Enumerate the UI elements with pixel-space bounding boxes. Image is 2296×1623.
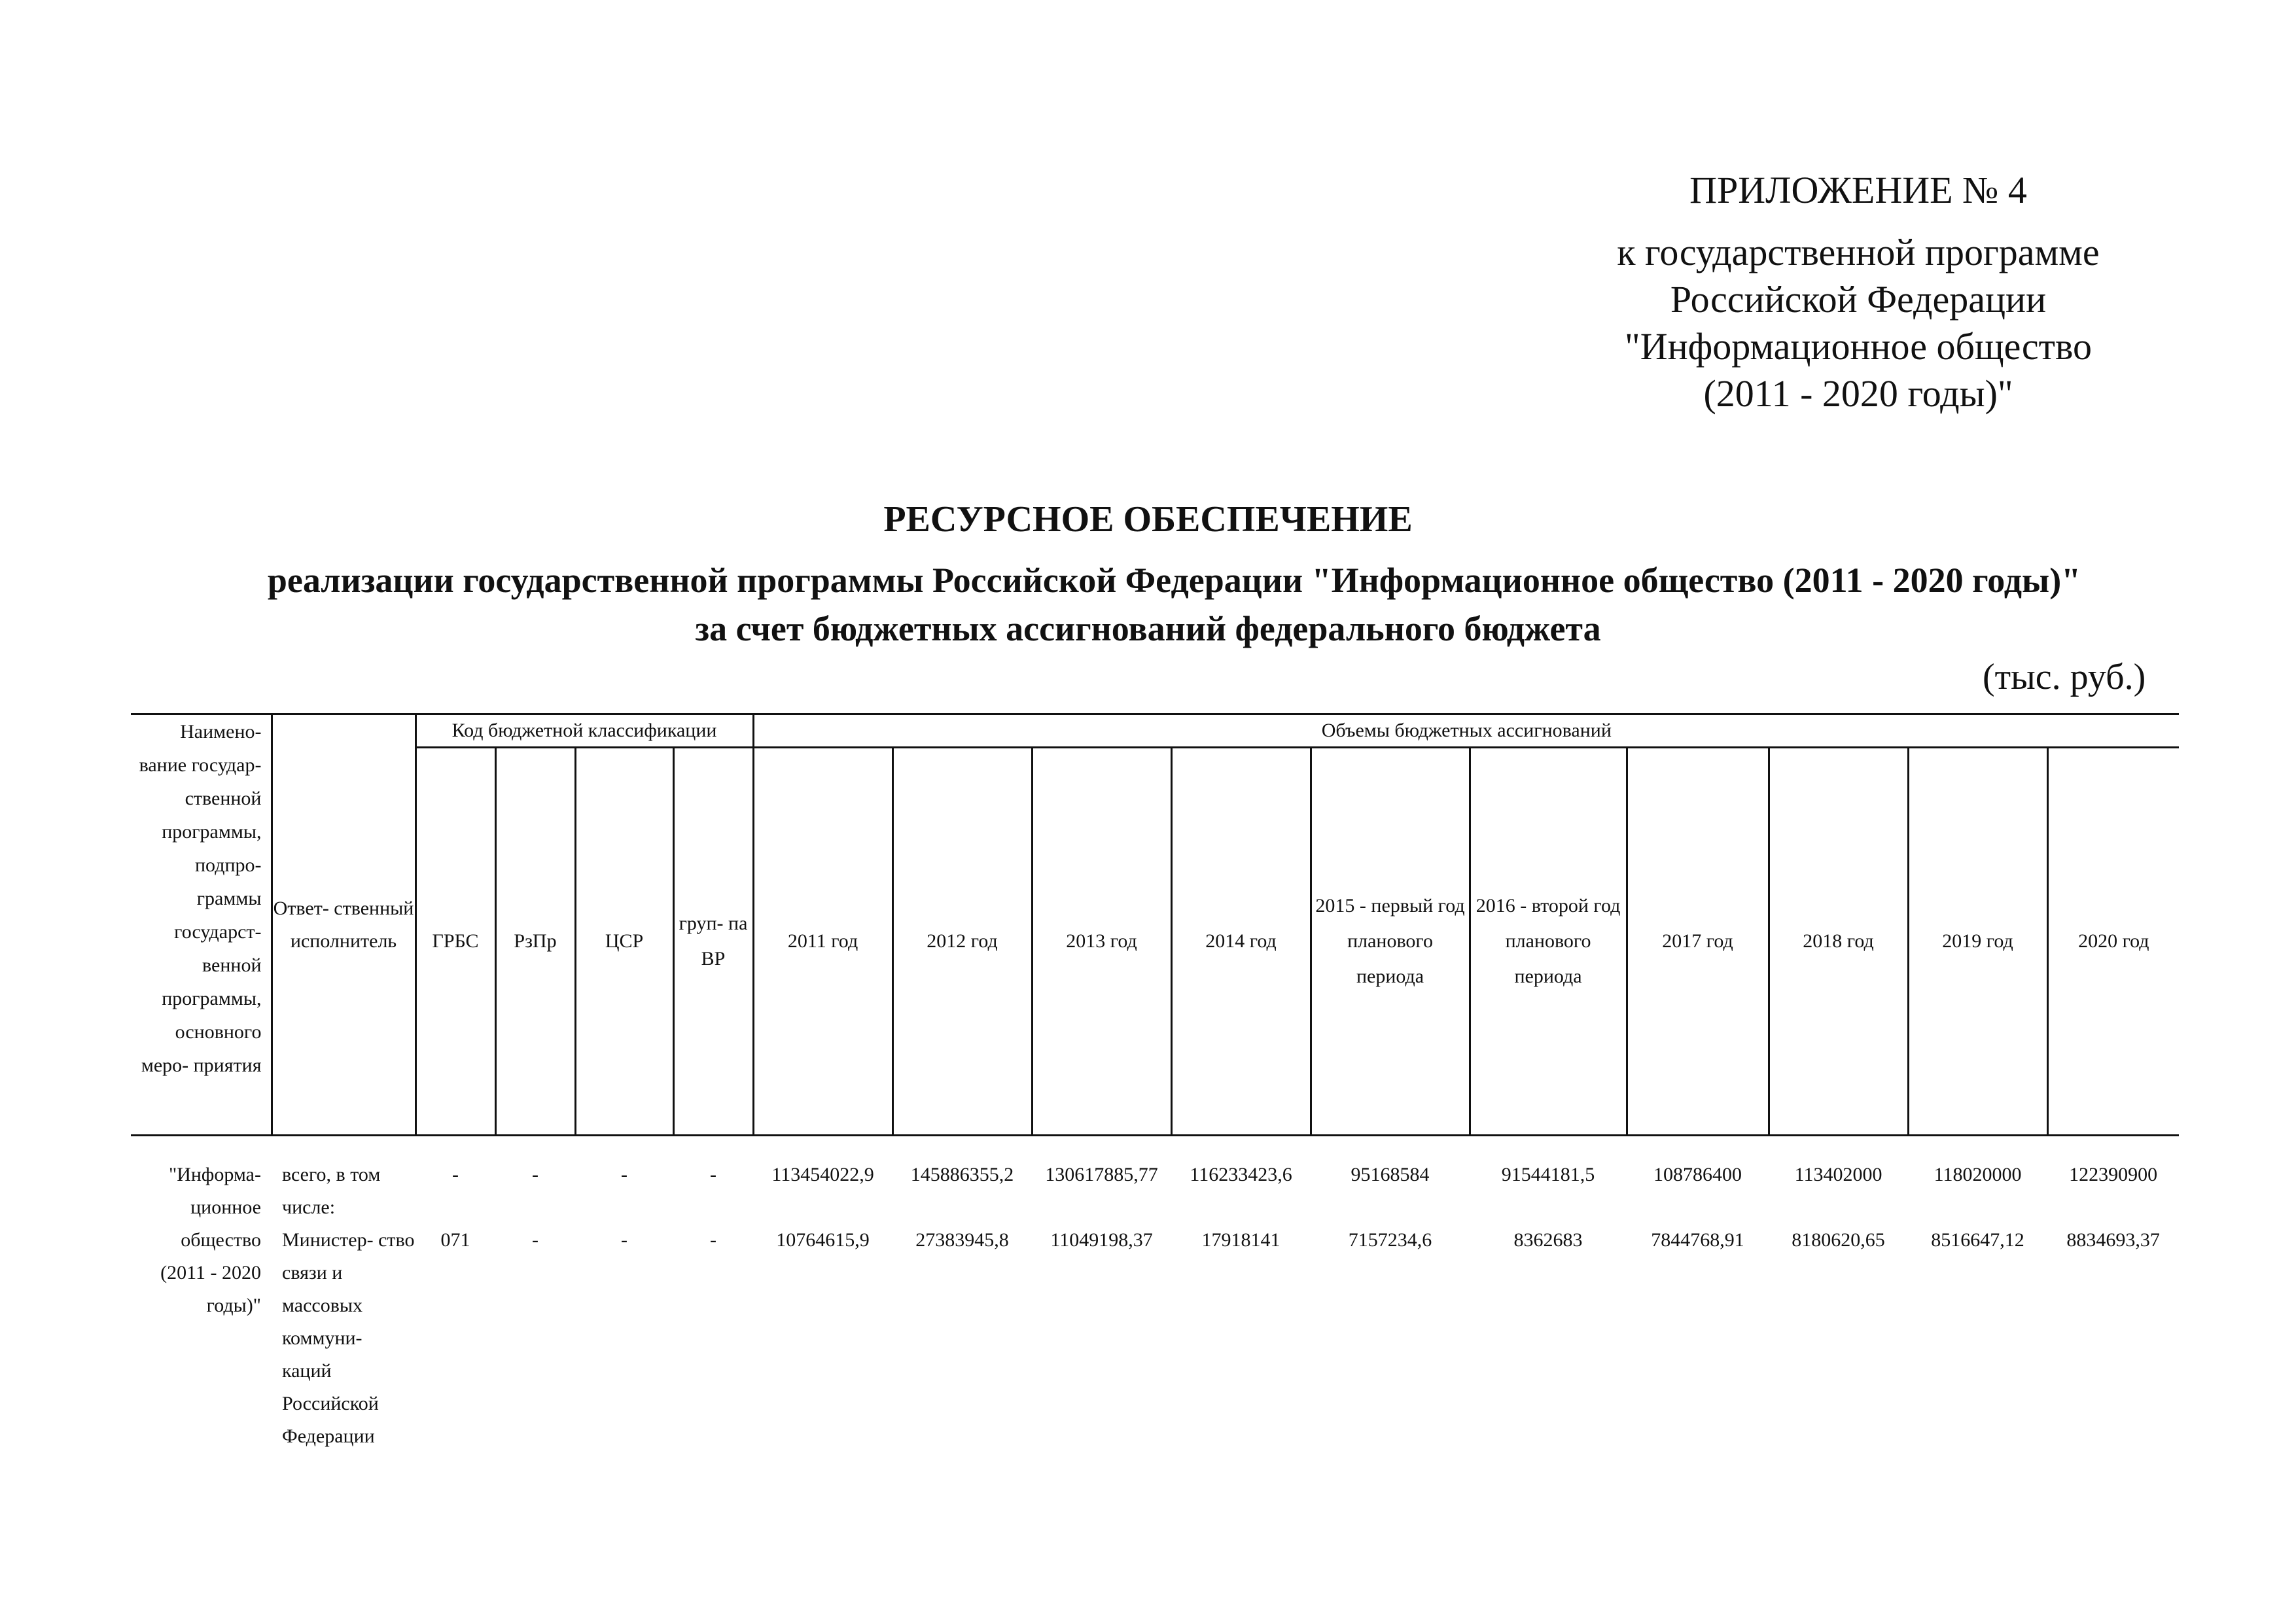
appendix-line: "Информационное общество	[1625, 325, 2092, 368]
units-label: (тыс. руб.)	[1983, 657, 2146, 697]
header-rzpr: РзПр	[495, 748, 575, 1136]
vr-cell: -	[710, 1164, 717, 1185]
value-cell: 8516647,12	[1931, 1229, 2024, 1251]
appendix-line: Российской Федерации	[1670, 278, 2047, 321]
appendix-number: ПРИЛОЖЕНИЕ № 4	[1689, 169, 2027, 211]
executor-cell: Министер- ство связи и массовых коммуни- каций Российской Федерации	[282, 1229, 415, 1447]
grbs-cell: -	[452, 1164, 459, 1185]
value-cell: 122390900	[2069, 1164, 2158, 1185]
csr-cell: -	[621, 1229, 627, 1251]
header-year-2014: 2014 год	[1171, 748, 1311, 1136]
table-row	[131, 1224, 2179, 1453]
header-year-2016: 2016 - второй год планового периода	[1470, 748, 1627, 1136]
header-year-2013: 2013 год	[1032, 748, 1171, 1136]
csr-cell: -	[621, 1164, 627, 1185]
value-cell: 145886355,2	[910, 1164, 1014, 1185]
header-name-col: Наимено- вание государ- ственной программы, подпро- граммы государст- венной программы, основного меро- приятия	[131, 714, 272, 1136]
header-grbs: ГРБС	[415, 748, 495, 1136]
document-subtitle: реализации государственной программы Российской Федерации "Информационное общество (2011 - 2020 годы)"	[267, 561, 2081, 600]
header-year-2017: 2017 год	[1627, 748, 1769, 1136]
value-cell: 95168584	[1351, 1164, 1430, 1185]
budget-table	[131, 713, 2179, 1453]
header-code-group: Код бюджетной классификации	[415, 714, 753, 748]
header-year-2012: 2012 год	[892, 748, 1032, 1136]
value-cell: 11049198,37	[1050, 1229, 1153, 1251]
value-cell: 118020000	[1934, 1164, 2022, 1185]
header-year-2019: 2019 год	[1908, 748, 2047, 1136]
executor-cell: всего, в том числе:	[282, 1164, 381, 1218]
value-cell: 8180620,65	[1792, 1229, 1885, 1251]
value-cell: 108786400	[1653, 1164, 1742, 1185]
value-cell: 10764615,9	[776, 1229, 870, 1251]
value-cell: 113454022,9	[771, 1164, 874, 1185]
document-title: РЕСУРСНОЕ ОБЕСПЕЧЕНИЕ	[883, 499, 1413, 540]
header-year-2020: 2020 год	[2047, 748, 2179, 1136]
appendix-line: к государственной программе	[1617, 231, 2100, 273]
document-subtitle-2: за счет бюджетных ассигнований федерального бюджета	[695, 609, 1601, 648]
vr-cell: -	[710, 1229, 717, 1251]
header-year-2011: 2011 год	[753, 748, 892, 1136]
table-row	[131, 1136, 2179, 1225]
budget-table-wrapper	[131, 713, 2179, 1453]
rzpr-cell: -	[532, 1164, 539, 1185]
program-name-cell: "Информа- ционное общество (2011 - 2020 годы)"	[160, 1164, 261, 1316]
value-cell: 130617885,77	[1045, 1164, 1158, 1185]
value-cell: 27383945,8	[915, 1229, 1009, 1251]
header-executor-col: Ответ- ственный исполнитель	[272, 714, 415, 1136]
value-cell: 7157234,6	[1348, 1229, 1432, 1251]
value-cell: 17918141	[1201, 1229, 1280, 1251]
header-vr: груп- па ВР	[673, 748, 753, 1136]
value-cell: 8834693,37	[2066, 1229, 2160, 1251]
rzpr-cell: -	[532, 1229, 539, 1251]
grbs-cell: 071	[440, 1229, 470, 1251]
header-csr: ЦСР	[575, 748, 673, 1136]
header-volume-group: Объемы бюджетных ассигнований	[753, 714, 2179, 748]
appendix-line: (2011 - 2020 годы)"	[1703, 372, 2013, 415]
value-cell: 8362683	[1513, 1229, 1583, 1251]
appendix-block	[1564, 171, 2153, 417]
header-year-2018: 2018 год	[1769, 748, 1908, 1136]
header-year-2015: 2015 - первый год планового периода	[1311, 748, 1470, 1136]
value-cell: 113402000	[1794, 1164, 1882, 1185]
value-cell: 116233423,6	[1190, 1164, 1292, 1185]
value-cell: 7844768,91	[1651, 1229, 1744, 1251]
value-cell: 91544181,5	[1501, 1164, 1595, 1185]
